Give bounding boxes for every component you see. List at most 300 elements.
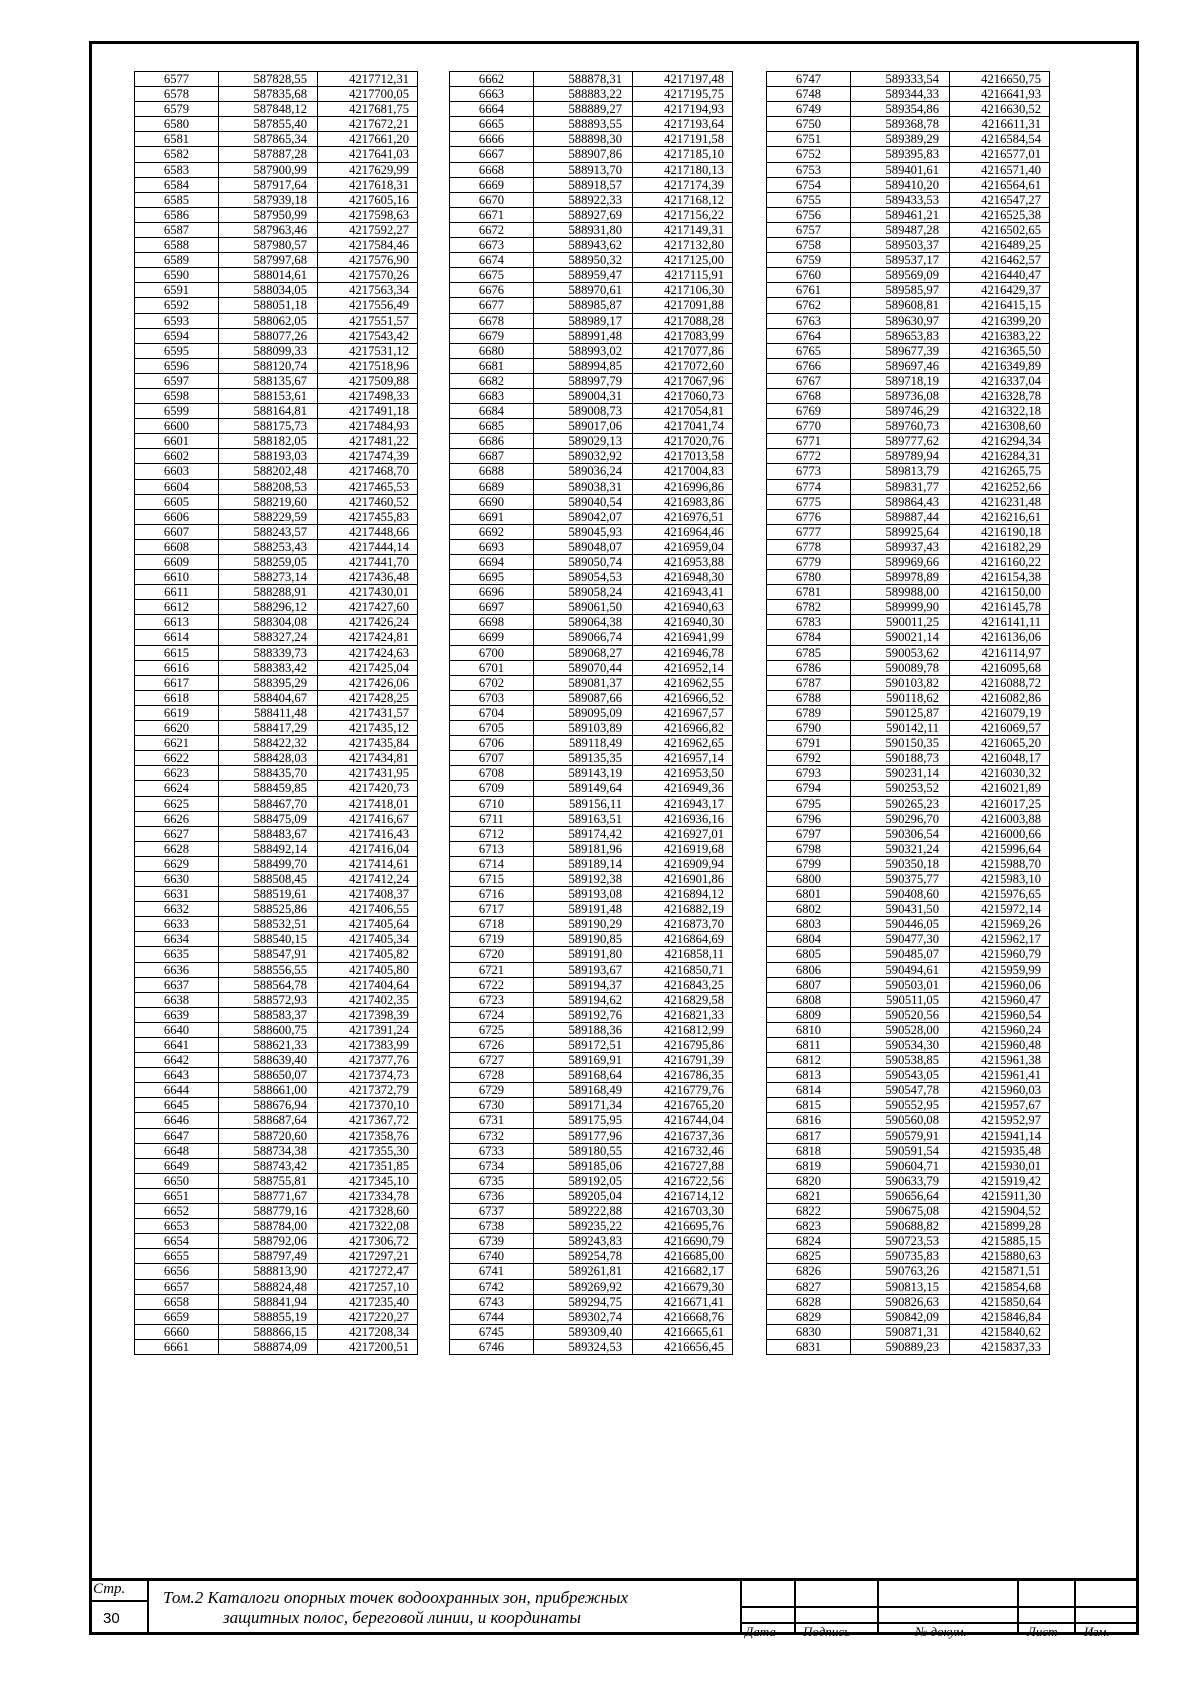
table-row bbox=[135, 917, 418, 932]
y-coordinate: 4217563,34 bbox=[318, 283, 418, 298]
table-row bbox=[767, 630, 1050, 645]
table-row bbox=[450, 117, 733, 132]
point-number: 6654 bbox=[135, 1234, 219, 1249]
x-coordinate: 589189,14 bbox=[534, 856, 633, 871]
x-coordinate: 588913,70 bbox=[534, 162, 633, 177]
x-coordinate: 589087,66 bbox=[534, 690, 633, 705]
x-coordinate: 589192,05 bbox=[534, 1173, 633, 1188]
table-row bbox=[450, 645, 733, 660]
point-number: 6630 bbox=[135, 871, 219, 886]
table-row bbox=[135, 1324, 418, 1339]
y-coordinate: 4215969,26 bbox=[950, 917, 1050, 932]
x-coordinate: 590321,24 bbox=[851, 841, 950, 856]
table-row bbox=[135, 87, 418, 102]
y-coordinate: 4217067,96 bbox=[633, 373, 733, 388]
x-coordinate: 590560,08 bbox=[851, 1113, 950, 1128]
x-coordinate: 588304,08 bbox=[219, 615, 318, 630]
table-row bbox=[767, 539, 1050, 554]
x-coordinate: 588395,29 bbox=[219, 675, 318, 690]
y-coordinate: 4217072,60 bbox=[633, 358, 733, 373]
coordinates-table-3 bbox=[766, 71, 1050, 1355]
y-coordinate: 4216294,34 bbox=[950, 434, 1050, 449]
x-coordinate: 589172,51 bbox=[534, 1038, 633, 1053]
y-coordinate: 4216850,71 bbox=[633, 962, 733, 977]
table-row bbox=[767, 585, 1050, 600]
point-number: 6661 bbox=[135, 1339, 219, 1354]
y-coordinate: 4216957,14 bbox=[633, 751, 733, 766]
table-row bbox=[767, 1158, 1050, 1173]
x-coordinate: 590633,79 bbox=[851, 1173, 950, 1188]
point-number: 6773 bbox=[767, 464, 851, 479]
y-coordinate: 4217431,57 bbox=[318, 705, 418, 720]
table-row bbox=[135, 1309, 418, 1324]
x-coordinate: 588779,16 bbox=[219, 1204, 318, 1219]
point-number: 6811 bbox=[767, 1038, 851, 1053]
point-number: 6698 bbox=[450, 615, 534, 630]
point-number: 6787 bbox=[767, 675, 851, 690]
point-number: 6583 bbox=[135, 162, 219, 177]
x-coordinate: 588288,91 bbox=[219, 585, 318, 600]
y-coordinate: 4217416,67 bbox=[318, 811, 418, 826]
y-coordinate: 4215960,54 bbox=[950, 1007, 1050, 1022]
y-coordinate: 4216145,78 bbox=[950, 600, 1050, 615]
y-coordinate: 4216943,41 bbox=[633, 585, 733, 600]
y-coordinate: 4216668,76 bbox=[633, 1309, 733, 1324]
y-coordinate: 4217391,24 bbox=[318, 1022, 418, 1037]
x-coordinate: 588993,02 bbox=[534, 343, 633, 358]
table-row bbox=[135, 147, 418, 162]
y-coordinate: 4217149,31 bbox=[633, 222, 733, 237]
x-coordinate: 589389,29 bbox=[851, 132, 950, 147]
x-coordinate: 588907,86 bbox=[534, 147, 633, 162]
y-coordinate: 4216690,79 bbox=[633, 1234, 733, 1249]
point-number: 6758 bbox=[767, 238, 851, 253]
point-number: 6615 bbox=[135, 645, 219, 660]
table-row bbox=[450, 615, 733, 630]
x-coordinate: 589177,96 bbox=[534, 1128, 633, 1143]
point-number: 6613 bbox=[135, 615, 219, 630]
point-number: 6618 bbox=[135, 690, 219, 705]
point-number: 6665 bbox=[450, 117, 534, 132]
x-coordinate: 587835,68 bbox=[219, 87, 318, 102]
y-coordinate: 4216095,68 bbox=[950, 660, 1050, 675]
y-coordinate: 4216953,50 bbox=[633, 766, 733, 781]
table-row bbox=[450, 238, 733, 253]
point-number: 6604 bbox=[135, 479, 219, 494]
x-coordinate: 588927,69 bbox=[534, 207, 633, 222]
table-row bbox=[450, 1324, 733, 1339]
point-number: 6755 bbox=[767, 192, 851, 207]
x-coordinate: 588202,48 bbox=[219, 464, 318, 479]
point-number: 6741 bbox=[450, 1264, 534, 1279]
y-coordinate: 4216791,39 bbox=[633, 1053, 733, 1068]
point-number: 6819 bbox=[767, 1158, 851, 1173]
x-coordinate: 588459,85 bbox=[219, 781, 318, 796]
table-row bbox=[135, 1173, 418, 1188]
point-number: 6649 bbox=[135, 1158, 219, 1173]
point-number: 6607 bbox=[135, 524, 219, 539]
x-coordinate: 589746,29 bbox=[851, 404, 950, 419]
point-number: 6701 bbox=[450, 660, 534, 675]
y-coordinate: 4216966,82 bbox=[633, 721, 733, 736]
table-row bbox=[135, 555, 418, 570]
x-coordinate: 589410,20 bbox=[851, 177, 950, 192]
point-number: 6736 bbox=[450, 1188, 534, 1203]
table-row bbox=[767, 811, 1050, 826]
table-row bbox=[450, 404, 733, 419]
table-row bbox=[135, 690, 418, 705]
point-number: 6632 bbox=[135, 902, 219, 917]
point-number: 6767 bbox=[767, 373, 851, 388]
y-coordinate: 4217474,39 bbox=[318, 449, 418, 464]
x-coordinate: 588273,14 bbox=[219, 570, 318, 585]
x-coordinate: 588175,73 bbox=[219, 419, 318, 434]
table-row bbox=[450, 358, 733, 373]
x-coordinate: 590494,61 bbox=[851, 962, 950, 977]
x-coordinate: 588062,05 bbox=[219, 313, 318, 328]
y-coordinate: 4216786,35 bbox=[633, 1068, 733, 1083]
table-row bbox=[767, 222, 1050, 237]
table-row bbox=[767, 600, 1050, 615]
x-coordinate: 589333,54 bbox=[851, 72, 950, 87]
y-coordinate: 4217426,06 bbox=[318, 675, 418, 690]
point-number: 6652 bbox=[135, 1204, 219, 1219]
y-coordinate: 4216216,61 bbox=[950, 509, 1050, 524]
y-coordinate: 4217441,70 bbox=[318, 555, 418, 570]
table-row bbox=[450, 1188, 733, 1203]
x-coordinate: 589156,11 bbox=[534, 796, 633, 811]
point-number: 6789 bbox=[767, 705, 851, 720]
table-row bbox=[450, 1309, 733, 1324]
x-coordinate: 588422,32 bbox=[219, 736, 318, 751]
y-coordinate: 4216927,01 bbox=[633, 826, 733, 841]
x-coordinate: 590552,95 bbox=[851, 1098, 950, 1113]
y-coordinate: 4216962,55 bbox=[633, 675, 733, 690]
y-coordinate: 4216682,17 bbox=[633, 1264, 733, 1279]
y-coordinate: 4216959,04 bbox=[633, 539, 733, 554]
table-row bbox=[450, 479, 733, 494]
table-row bbox=[767, 615, 1050, 630]
x-coordinate: 590591,54 bbox=[851, 1143, 950, 1158]
y-coordinate: 4216695,76 bbox=[633, 1219, 733, 1234]
y-coordinate: 4216936,16 bbox=[633, 811, 733, 826]
y-coordinate: 4217444,14 bbox=[318, 539, 418, 554]
y-coordinate: 4216337,04 bbox=[950, 373, 1050, 388]
x-coordinate: 588743,42 bbox=[219, 1158, 318, 1173]
x-coordinate: 590604,71 bbox=[851, 1158, 950, 1173]
point-number: 6679 bbox=[450, 328, 534, 343]
x-coordinate: 587848,12 bbox=[219, 102, 318, 117]
table-row bbox=[135, 1022, 418, 1037]
point-number: 6810 bbox=[767, 1022, 851, 1037]
y-coordinate: 4217468,70 bbox=[318, 464, 418, 479]
point-number: 6746 bbox=[450, 1339, 534, 1354]
point-number: 6771 bbox=[767, 434, 851, 449]
x-coordinate: 589149,64 bbox=[534, 781, 633, 796]
x-coordinate: 589168,49 bbox=[534, 1083, 633, 1098]
col-change-label: Изм. bbox=[1084, 1624, 1110, 1639]
point-number: 6642 bbox=[135, 1053, 219, 1068]
table-row bbox=[135, 932, 418, 947]
table-row bbox=[450, 539, 733, 554]
point-number: 6695 bbox=[450, 570, 534, 585]
x-coordinate: 589718,19 bbox=[851, 373, 950, 388]
table-row bbox=[135, 962, 418, 977]
y-coordinate: 4217576,90 bbox=[318, 253, 418, 268]
point-number: 6797 bbox=[767, 826, 851, 841]
x-coordinate: 589194,62 bbox=[534, 992, 633, 1007]
point-number: 6664 bbox=[450, 102, 534, 117]
point-number: 6690 bbox=[450, 494, 534, 509]
y-coordinate: 4217405,64 bbox=[318, 917, 418, 932]
x-coordinate: 588922,33 bbox=[534, 192, 633, 207]
table-row bbox=[450, 690, 733, 705]
table-row bbox=[135, 796, 418, 811]
title-block-top-line bbox=[89, 1578, 1139, 1581]
x-coordinate: 589191,80 bbox=[534, 947, 633, 962]
y-coordinate: 4217191,58 bbox=[633, 132, 733, 147]
x-coordinate: 588383,42 bbox=[219, 660, 318, 675]
x-coordinate: 588428,03 bbox=[219, 751, 318, 766]
point-number: 6702 bbox=[450, 675, 534, 690]
point-number: 6627 bbox=[135, 826, 219, 841]
point-number: 6759 bbox=[767, 253, 851, 268]
x-coordinate: 589324,53 bbox=[534, 1339, 633, 1354]
y-coordinate: 4216685,00 bbox=[633, 1249, 733, 1264]
y-coordinate: 4217661,20 bbox=[318, 132, 418, 147]
table-row bbox=[135, 1158, 418, 1173]
point-number: 6827 bbox=[767, 1279, 851, 1294]
table-row bbox=[767, 358, 1050, 373]
table-row bbox=[767, 162, 1050, 177]
point-number: 6676 bbox=[450, 283, 534, 298]
table-row bbox=[135, 1234, 418, 1249]
table-row bbox=[135, 132, 418, 147]
y-coordinate: 4215904,52 bbox=[950, 1204, 1050, 1219]
y-coordinate: 4217629,99 bbox=[318, 162, 418, 177]
x-coordinate: 587855,40 bbox=[219, 117, 318, 132]
point-number: 6826 bbox=[767, 1264, 851, 1279]
document-title-line2: защитных полос, береговой линии, и координаты bbox=[223, 1608, 581, 1627]
table-row bbox=[767, 1083, 1050, 1098]
table-row bbox=[450, 811, 733, 826]
y-coordinate: 4217197,48 bbox=[633, 72, 733, 87]
table-row bbox=[135, 751, 418, 766]
y-coordinate: 4217083,99 bbox=[633, 328, 733, 343]
y-coordinate: 4217404,64 bbox=[318, 977, 418, 992]
table-row bbox=[135, 585, 418, 600]
table-row bbox=[135, 328, 418, 343]
point-number: 6644 bbox=[135, 1083, 219, 1098]
point-number: 6625 bbox=[135, 796, 219, 811]
point-number: 6813 bbox=[767, 1068, 851, 1083]
x-coordinate: 587997,68 bbox=[219, 253, 318, 268]
x-coordinate: 588540,15 bbox=[219, 932, 318, 947]
point-number: 6747 bbox=[767, 72, 851, 87]
y-coordinate: 4216665,61 bbox=[633, 1324, 733, 1339]
point-number: 6589 bbox=[135, 253, 219, 268]
point-number: 6700 bbox=[450, 645, 534, 660]
point-number: 6733 bbox=[450, 1143, 534, 1158]
y-coordinate: 4215960,03 bbox=[950, 1083, 1050, 1098]
x-coordinate: 589222,88 bbox=[534, 1204, 633, 1219]
table-row bbox=[767, 509, 1050, 524]
y-coordinate: 4216882,19 bbox=[633, 902, 733, 917]
y-coordinate: 4215962,17 bbox=[950, 932, 1050, 947]
y-coordinate: 4217020,76 bbox=[633, 434, 733, 449]
table-row bbox=[135, 102, 418, 117]
table-row bbox=[767, 1219, 1050, 1234]
x-coordinate: 588874,09 bbox=[219, 1339, 318, 1354]
point-number: 6687 bbox=[450, 449, 534, 464]
point-number: 6655 bbox=[135, 1249, 219, 1264]
y-coordinate: 4217498,33 bbox=[318, 388, 418, 403]
table-row bbox=[767, 1309, 1050, 1324]
y-coordinate: 4217156,22 bbox=[633, 207, 733, 222]
point-number: 6802 bbox=[767, 902, 851, 917]
y-coordinate: 4217272,47 bbox=[318, 1264, 418, 1279]
point-number: 6809 bbox=[767, 1007, 851, 1022]
point-number: 6760 bbox=[767, 268, 851, 283]
x-coordinate: 588855,19 bbox=[219, 1309, 318, 1324]
x-coordinate: 590446,05 bbox=[851, 917, 950, 932]
x-coordinate: 589188,36 bbox=[534, 1022, 633, 1037]
point-number: 6620 bbox=[135, 721, 219, 736]
y-coordinate: 4217518,96 bbox=[318, 358, 418, 373]
y-coordinate: 4217465,53 bbox=[318, 479, 418, 494]
x-coordinate: 589354,86 bbox=[851, 102, 950, 117]
y-coordinate: 4216703,30 bbox=[633, 1204, 733, 1219]
point-number: 6587 bbox=[135, 222, 219, 237]
y-coordinate: 4216365,50 bbox=[950, 343, 1050, 358]
point-number: 6808 bbox=[767, 992, 851, 1007]
point-number: 6600 bbox=[135, 419, 219, 434]
table-row bbox=[767, 283, 1050, 298]
point-number: 6825 bbox=[767, 1249, 851, 1264]
table-row bbox=[450, 1053, 733, 1068]
point-number: 6666 bbox=[450, 132, 534, 147]
x-coordinate: 589999,90 bbox=[851, 600, 950, 615]
point-number: 6737 bbox=[450, 1204, 534, 1219]
x-coordinate: 589461,21 bbox=[851, 207, 950, 222]
y-coordinate: 4216858,11 bbox=[633, 947, 733, 962]
y-coordinate: 4217434,81 bbox=[318, 751, 418, 766]
table-row bbox=[450, 766, 733, 781]
table-row bbox=[767, 675, 1050, 690]
point-number: 6817 bbox=[767, 1128, 851, 1143]
table-row bbox=[135, 660, 418, 675]
y-coordinate: 4217427,60 bbox=[318, 600, 418, 615]
table-row bbox=[450, 1068, 733, 1083]
y-coordinate: 4217420,73 bbox=[318, 781, 418, 796]
x-coordinate: 590477,30 bbox=[851, 932, 950, 947]
table-row bbox=[135, 871, 418, 886]
table-row bbox=[135, 1204, 418, 1219]
table-row bbox=[767, 1249, 1050, 1264]
x-coordinate: 589736,08 bbox=[851, 388, 950, 403]
table-row bbox=[767, 645, 1050, 660]
x-coordinate: 588970,61 bbox=[534, 283, 633, 298]
table-row bbox=[450, 1038, 733, 1053]
y-coordinate: 4215885,15 bbox=[950, 1234, 1050, 1249]
table-row bbox=[135, 283, 418, 298]
point-number: 6823 bbox=[767, 1219, 851, 1234]
point-number: 6776 bbox=[767, 509, 851, 524]
y-coordinate: 4216941,99 bbox=[633, 630, 733, 645]
x-coordinate: 589054,53 bbox=[534, 570, 633, 585]
point-number: 6783 bbox=[767, 615, 851, 630]
y-coordinate: 4216547,27 bbox=[950, 192, 1050, 207]
x-coordinate: 588813,90 bbox=[219, 1264, 318, 1279]
x-coordinate: 588650,07 bbox=[219, 1068, 318, 1083]
y-coordinate: 4216744,04 bbox=[633, 1113, 733, 1128]
table-row bbox=[450, 373, 733, 388]
y-coordinate: 4217570,26 bbox=[318, 268, 418, 283]
point-number: 6786 bbox=[767, 660, 851, 675]
table-row bbox=[135, 313, 418, 328]
point-number: 6779 bbox=[767, 555, 851, 570]
point-number: 6724 bbox=[450, 1007, 534, 1022]
x-coordinate: 589064,38 bbox=[534, 615, 633, 630]
x-coordinate: 590408,60 bbox=[851, 887, 950, 902]
point-number: 6631 bbox=[135, 887, 219, 902]
point-number: 6745 bbox=[450, 1324, 534, 1339]
coordinates-table-1 bbox=[134, 71, 418, 1355]
table-row bbox=[450, 917, 733, 932]
page-cell-divider bbox=[89, 1600, 147, 1602]
point-number: 6828 bbox=[767, 1294, 851, 1309]
y-coordinate: 4216948,30 bbox=[633, 570, 733, 585]
x-coordinate: 587865,34 bbox=[219, 132, 318, 147]
y-coordinate: 4216328,78 bbox=[950, 388, 1050, 403]
point-number: 6590 bbox=[135, 268, 219, 283]
table-row bbox=[767, 826, 1050, 841]
point-number: 6784 bbox=[767, 630, 851, 645]
x-coordinate: 588499,70 bbox=[219, 856, 318, 871]
table-row bbox=[450, 222, 733, 237]
table-row bbox=[450, 283, 733, 298]
x-coordinate: 588985,87 bbox=[534, 298, 633, 313]
x-coordinate: 588572,93 bbox=[219, 992, 318, 1007]
y-coordinate: 4217383,99 bbox=[318, 1038, 418, 1053]
y-coordinate: 4216284,31 bbox=[950, 449, 1050, 464]
x-coordinate: 588959,47 bbox=[534, 268, 633, 283]
table-row bbox=[450, 434, 733, 449]
point-number: 6777 bbox=[767, 524, 851, 539]
y-coordinate: 4217060,73 bbox=[633, 388, 733, 403]
point-number: 6674 bbox=[450, 253, 534, 268]
y-coordinate: 4217180,13 bbox=[633, 162, 733, 177]
table-row bbox=[767, 1324, 1050, 1339]
x-coordinate: 589395,83 bbox=[851, 147, 950, 162]
point-number: 6601 bbox=[135, 434, 219, 449]
x-coordinate: 590826,63 bbox=[851, 1294, 950, 1309]
title-block bbox=[89, 1578, 1139, 1639]
x-coordinate: 588193,03 bbox=[219, 449, 318, 464]
x-coordinate: 590528,00 bbox=[851, 1022, 950, 1037]
point-number: 6653 bbox=[135, 1219, 219, 1234]
table-row bbox=[450, 932, 733, 947]
point-number: 6681 bbox=[450, 358, 534, 373]
x-coordinate: 590538,85 bbox=[851, 1053, 950, 1068]
y-coordinate: 4216136,06 bbox=[950, 630, 1050, 645]
y-coordinate: 4217372,79 bbox=[318, 1083, 418, 1098]
y-coordinate: 4216983,86 bbox=[633, 494, 733, 509]
point-number: 6708 bbox=[450, 766, 534, 781]
y-coordinate: 4216462,57 bbox=[950, 253, 1050, 268]
table-row bbox=[450, 419, 733, 434]
y-coordinate: 4215960,47 bbox=[950, 992, 1050, 1007]
